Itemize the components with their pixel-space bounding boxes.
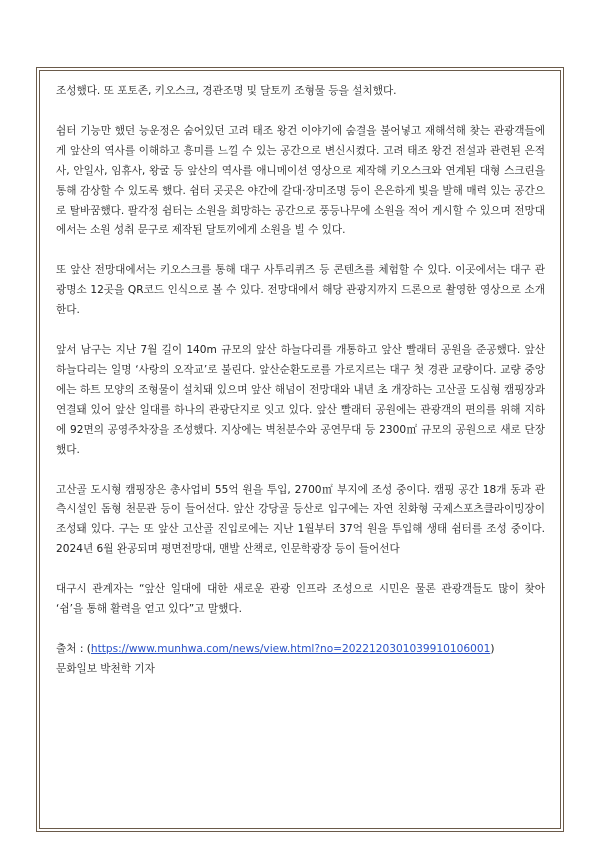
source-suffix: ) (490, 642, 495, 655)
byline: 문화일보 박천학 기자 (56, 662, 155, 675)
paragraph-2: 쉼터 기능만 했던 능운정은 숨어있던 고려 태조 왕건 이야기에 숨결을 불어넣고 재해석해 찾는 관광객들에게 앞산의 역사를 이해하고 흥미를 느낄 수 있는 공간으로 변신시켰다. 고려 태조 왕건 전설과 관련된 은적사, 안일사, 임휴사, 왕굴 등 앞산의 역사를 애니메이션 영상으로 제작해 키오스크와 연계된 대형 스크린을 통해 감상할 수 있도록 했다. 쉼터 곳곳은 야간에 갈대·장미조명 등이 은은하게 빛을 발해 매력 있는 공간으로 탈바꿈했다. 팔각정 쉼터는 소원을 희망하는 공간으로 풍등나무에 소원을 적어 게시할 수 있으며 전망대에서는 소원 성취 문구로 제작된 달토끼에게 소원을 빌 수 있다. (56, 124, 545, 237)
article-body (56, 82, 545, 680)
source-prefix: 출처 : ( (56, 642, 91, 655)
source-link[interactable]: https://www.munhwa.com/news/view.html?no=2022120301039910106001 (90, 642, 491, 655)
source-line (56, 640, 545, 660)
paragraph-5: 고산골 도시형 캠핑장은 총사업비 55억 원을 투입, 2700㎡ 부지에 조성 중이다. 캠핑 공간 18개 동과 관측시설인 돔형 천문관 등이 들어선다. 앞산 강당골 등산로 입구에는 자연 친화형 국제스포츠클라이밍장이 조성돼 있다. 구는 또 앞산 고산골 진입로에는 지난 1월부터 37억 원을 투입해 생태 쉼터를 조성 중이다. 2024년 6월 완공되며 평면전망대, 맨발 산책로, 인문학광장 등이 들어선다 (56, 483, 545, 556)
paragraph-6: 대구시 관계자는 “앞산 일대에 대한 새로운 관광 인프라 조성으로 시민은 물론 관광객들도 많이 찾아 ‘쉼’을 통해 활력을 얻고 있다”고 말했다. (56, 583, 545, 616)
paragraph-1: 조성했다. 또 포토존, 키오스크, 경관조명 및 달토끼 조형물 등을 설치했다. (56, 85, 397, 97)
paragraph-4: 앞서 남구는 지난 7월 길이 140m 규모의 앞산 하늘다리를 개통하고 앞산 빨래터 공원을 준공했다. 앞산 하늘다리는 일명 ‘사랑의 오작교’로 불린다. 앞산순환도로를 가로지르는 대구 첫 경관 교량이다. 교량 중앙에는 하트 모양의 조형물이 설치돼 있으며 앞산 해넘이 전망대와 내년 초 개장하는 고산골 도심형 캠핑장과 연결돼 있어 앞산 일대를 하나의 관광단지로 잇고 있다. 앞산 빨래터 공원에는 관광객의 편의를 위해 지하에 92면의 공영주차장을 조성했다. 지상에는 벽천분수와 공연무대 등 2300㎡ 규모의 공원으로 새로 단장했다. (56, 344, 545, 456)
paragraph-3: 또 앞산 전망대에서는 키오스크를 통해 대구 사투리퀴즈 등 콘텐츠를 체험할 수 있다. 이곳에서는 대구 관광명소 12곳을 QR코드 인식으로 볼 수 있다. 전망대에서 해당 관광지까지 드론으로 촬영한 영상으로 소개한다. (56, 264, 545, 317)
